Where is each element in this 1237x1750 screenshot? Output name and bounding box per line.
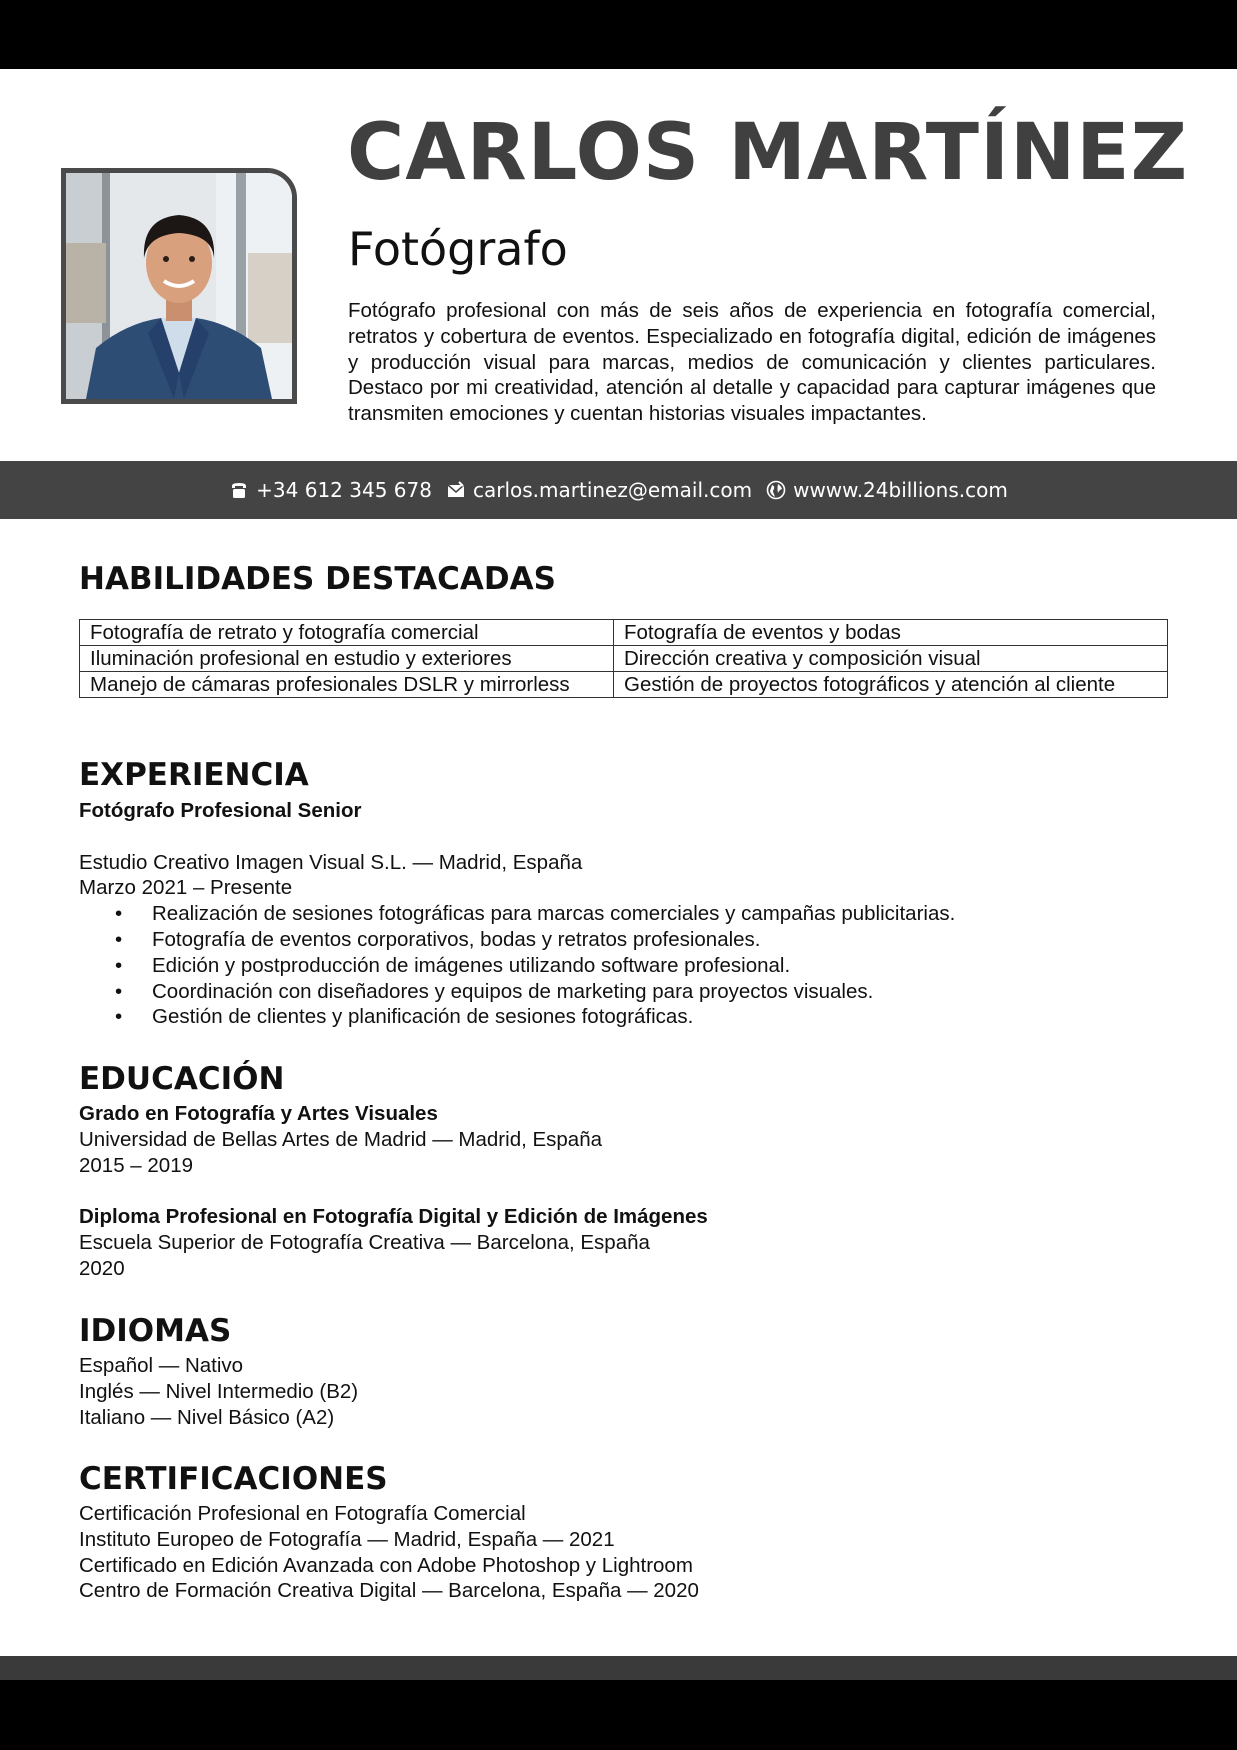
table-row [80,646,1168,672]
experience-block [79,798,955,1030]
contact-email[interactable] [446,478,752,502]
job-company: Estudio Creativo Imagen Visual S.L. — Madrid, España [79,850,583,874]
table-row [80,672,1168,698]
globe-icon [766,480,786,500]
languages-heading: IDIOMAS [79,1313,232,1349]
degree-title: Grado en Fotografía y Artes Visuales [79,1102,438,1125]
phone-text: +34 612 345 678 [256,478,432,502]
skill-cell: Gestión de proyectos fotográficos y atención al cliente [614,672,1168,698]
certifications-block [79,1501,699,1604]
degree-school: Escuela Superior de Fotografía Creativa — Barcelona, España [79,1230,650,1254]
experience-heading: EXPERIENCIA [79,757,309,793]
skills-table [79,619,1168,698]
footer-strip [0,1656,1237,1680]
certification-item: Centro de Formación Creativa Digital — Barcelona, España — 2020 [79,1579,699,1603]
phone-icon [229,480,249,500]
portrait-image [66,173,292,399]
list-item: • Realización de sesiones fotográficas para marcas comerciales y campañas publicitarias. [79,901,955,927]
certification-item: Certificación Profesional en Fotografía Comercial [79,1502,526,1525]
certifications-heading: CERTIFICACIONES [79,1461,388,1497]
skills-heading: HABILIDADES DESTACADAS [79,561,556,597]
job-duties [79,901,955,1030]
contact-phone[interactable] [229,478,432,502]
skill-cell: Fotografía de retrato y fotografía comercial [80,620,614,646]
languages-block [79,1353,358,1430]
profile-photo [61,168,297,404]
language-item: Italiano — Nivel Básico (A2) [79,1405,335,1429]
skill-cell: Iluminación profesional en estudio y exteriores [80,646,614,672]
contact-bar [0,461,1237,519]
skill-cell: Fotografía de eventos y bodas [614,620,1168,646]
table-row [80,620,1168,646]
job-dates: Marzo 2021 – Presente [79,876,293,900]
skill-cell: Manejo de cámaras profesionales DSLR y mirrorless [80,672,614,698]
degree-school: Universidad de Bellas Artes de Madrid — Madrid, España [79,1127,603,1151]
candidate-name: CARLOS MARTÍNEZ [347,108,1189,198]
website-text: wwww.24billions.com [793,478,1008,502]
profile-summary: Fotógrafo profesional con más de seis años de experiencia en fotografía comercial, retratos y cobertura de eventos. Especializado en fotografía digital, edición de imágenes y producción visual para marcas, medios de comunicación y clientes particulares. Destaco por mi creatividad, atención al detalle y capacidad para capturar imágenes que transmiten emociones y cuentan historias visuales impactantes. [348,299,1156,426]
education-heading: EDUCACIÓN [79,1061,285,1097]
degree-years: 2015 – 2019 [79,1153,194,1177]
list-item: • Coordinación con diseñadores y equipos de marketing para proyectos visuales. [79,979,955,1005]
certification-item: Certificado en Edición Avanzada con Adobe Photoshop y Lightroom [79,1553,693,1577]
list-item: • Edición y postproducción de imágenes utilizando software profesional. [79,953,955,979]
candidate-role: Fotógrafo [348,222,568,276]
degree-title: Diploma Profesional en Fotografía Digital y Edición de Imágenes [79,1205,708,1229]
certification-item: Instituto Europeo de Fotografía — Madrid, España — 2021 [79,1527,615,1551]
mail-icon [446,480,466,500]
education-block [79,1101,708,1282]
skill-cell: Dirección creativa y composición visual [614,646,1168,672]
list-item: • Gestión de clientes y planificación de sesiones fotográficas. [79,1004,955,1030]
contact-website[interactable] [766,478,1008,502]
job-title: Fotógrafo Profesional Senior [79,799,362,822]
list-item: • Fotografía de eventos corporativos, bodas y retratos profesionales. [79,927,955,953]
email-text: carlos.martinez@email.com [472,478,753,502]
degree-years: 2020 [79,1256,125,1280]
language-item: Inglés — Nivel Intermedio (B2) [79,1379,359,1403]
language-item: Español — Nativo [79,1354,244,1377]
